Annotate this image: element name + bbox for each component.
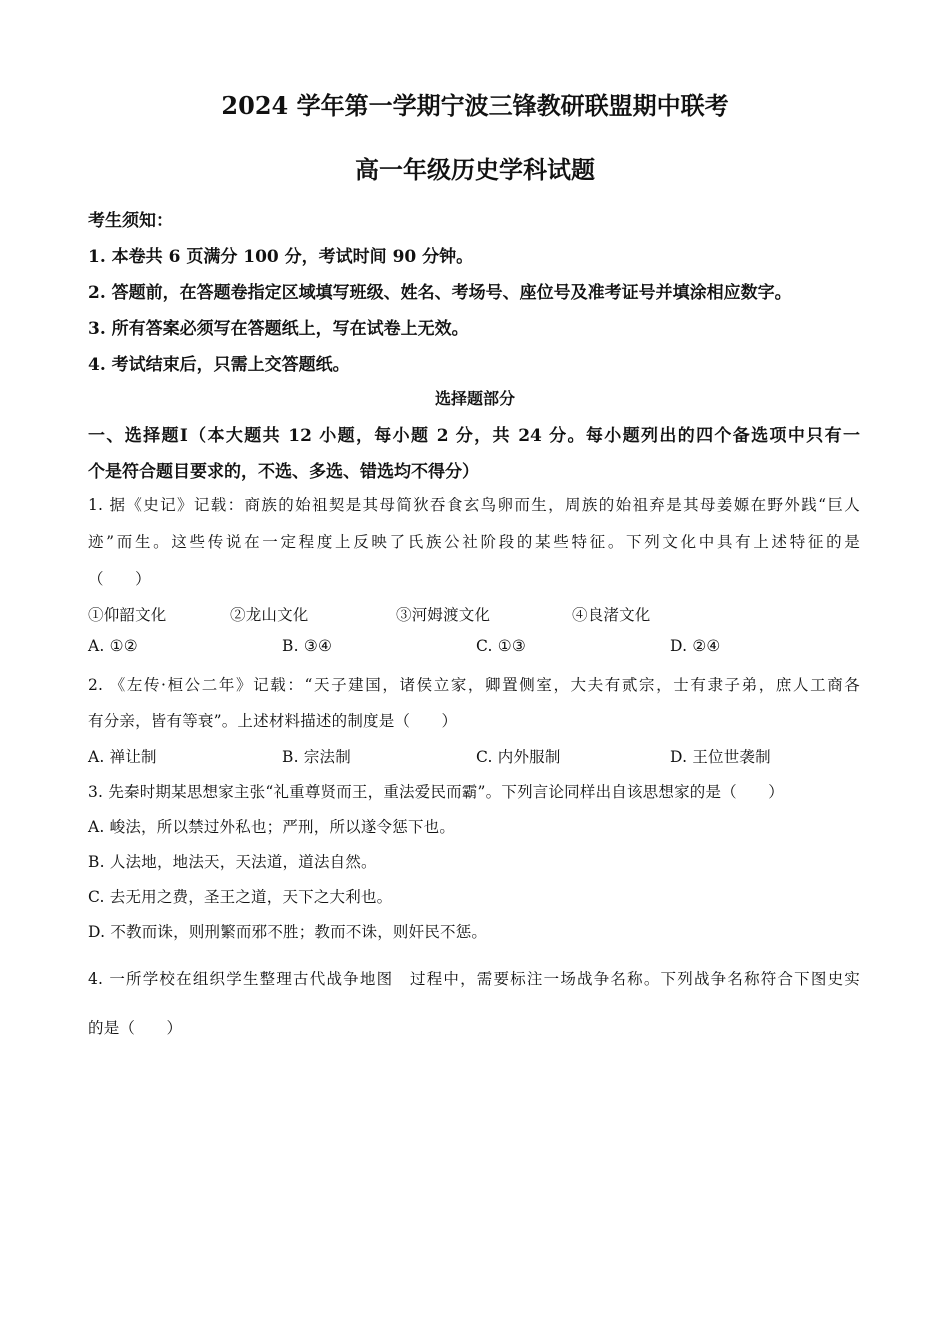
option-a: A. 禅让制 xyxy=(88,748,157,766)
answer-blank: （ ） xyxy=(88,570,151,588)
question-4-text: 4. 一所学校在组织学生整理古代战争地图 过程中，需要标注一场战争名称。下列战争名称符合下图史实 xyxy=(88,970,860,988)
section-heading-cont: 个是符合题目要求的，不选、多选、错选均不得分） xyxy=(88,462,479,482)
option-c: C. 去无用之费，圣王之道，天下之大利也。 xyxy=(88,888,393,906)
option-d: D. ②④ xyxy=(670,637,721,655)
option-b: B. 宗法制 xyxy=(282,748,351,766)
notice-item: 4. 考试结束后，只需上交答题纸。 xyxy=(88,355,350,375)
section-heading: 一、选择题Ⅰ（本大题共 12 小题，每小题 2 分，共 24 分。每小题列出的四个备选项中只有一 xyxy=(88,426,860,446)
question-2-text: 有分亲，皆有等衰”。上述材料描述的制度是（ ） xyxy=(88,712,458,730)
notice-item: 1. 本卷共 6 页满分 100 分，考试时间 90 分钟。 xyxy=(88,247,474,267)
notice-item: 3. 所有答案必须写在答题纸上，写在试卷上无效。 xyxy=(88,319,469,339)
option-b: B. 人法地，地法天，天法道，道法自然。 xyxy=(88,853,377,871)
question-1-item: ②龙山文化 xyxy=(230,606,309,624)
question-2-text: 2. 《左传·桓公二年》记载：“天子建国，诸侯立家，卿置侧室，大夫有贰宗，士有隶子弟，庶人工商各 xyxy=(88,676,860,694)
notice-heading: 考生须知： xyxy=(88,211,173,231)
option-c: C. ①③ xyxy=(476,637,526,655)
option-a: A. 峻法，所以禁过外私也；严刑，所以遂令惩下也。 xyxy=(88,818,456,836)
exam-subtitle: 高一年级历史学科试题 xyxy=(355,155,595,184)
option-c: C. 内外服制 xyxy=(476,748,561,766)
option-d: D. 王位世袭制 xyxy=(670,748,771,766)
notice-item: 2. 答题前，在答题卷指定区域填写班级、姓名、考场号、座位号及准考证号并填涂相应数字。 xyxy=(88,283,792,303)
option-a: A. ①② xyxy=(88,637,138,655)
question-1-item: ③河姆渡文化 xyxy=(396,606,491,624)
question-1-item: ①仰韶文化 xyxy=(88,606,167,624)
question-1-text: 迹”而生。这些传说在一定程度上反映了氏族公社阶段的某些特征。下列文化中具有上述特征的是 xyxy=(88,533,860,551)
option-d: D. 不教而诛，则刑繁而邪不胜；教而不诛，则奸民不惩。 xyxy=(88,923,488,941)
question-4-text: 的是（ ） xyxy=(88,1019,183,1037)
question-3-text: 3. 先秦时期某思想家主张“礼重尊贤而王，重法爱民而霸”。下列言论同样出自该思想家的是（ ） xyxy=(88,783,784,801)
part-title: 选择题部分 xyxy=(434,389,515,408)
question-1-item: ④良渚文化 xyxy=(572,606,651,624)
exam-title: 2024 学年第一学期宁波三锋教研联盟期中联考 xyxy=(221,91,729,120)
option-b: B. ③④ xyxy=(282,637,333,655)
question-1-text: 1. 据《史记》记载：商族的始祖契是其母简狄吞食玄鸟卵而生，周族的始祖弃是其母姜嫄在野外践“巨人 xyxy=(88,496,860,514)
